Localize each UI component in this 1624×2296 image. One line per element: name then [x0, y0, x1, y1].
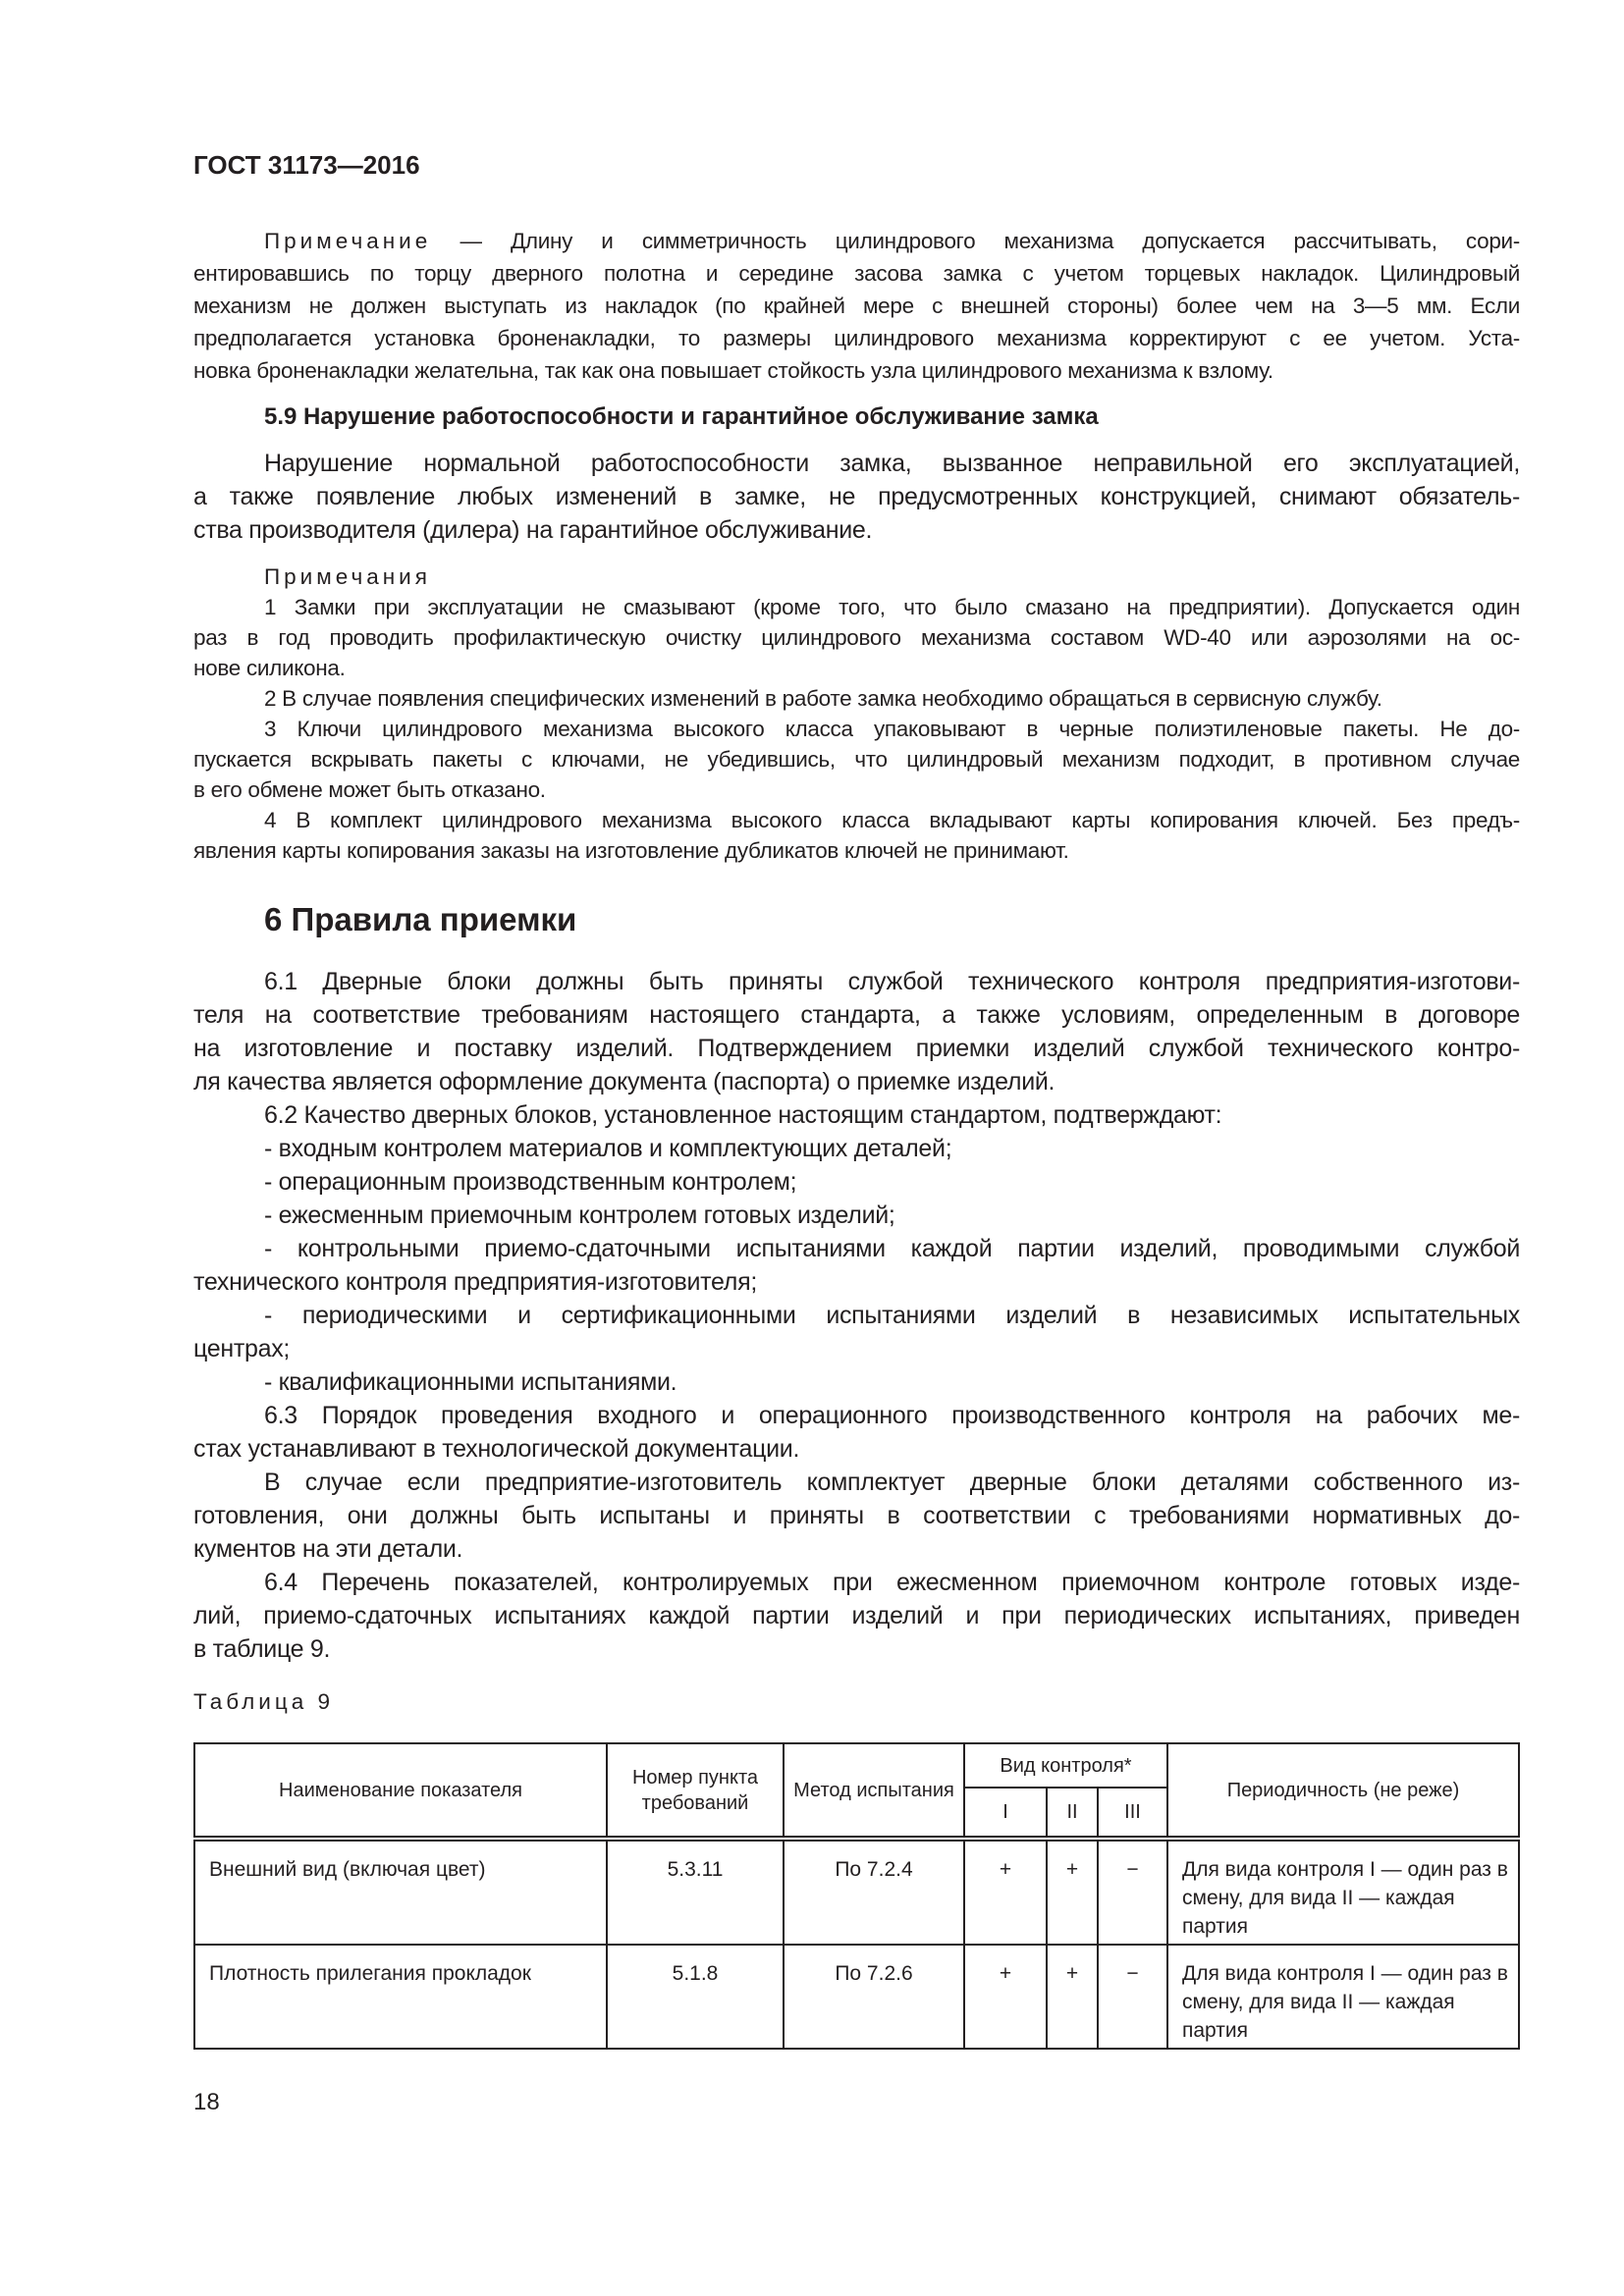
- paragraph-line: - периодическими и сертификационными испытаниями изделий в независимых испытательных: [264, 1302, 1520, 1329]
- header-requirement: Номер пункта требований: [607, 1743, 784, 1839]
- cell-method: По 7.2.6: [784, 1945, 964, 2049]
- paragraph-line: технического контроля предприятия-изготовителя;: [193, 1268, 757, 1296]
- paragraph-line: на изготовление и поставку изделий. Подтверждением приемки изделий службой технического контро-: [193, 1035, 1520, 1062]
- paragraph-line: Нарушение нормальной работоспособности замка, вызванное неправильной его эксплуатацией,: [264, 450, 1520, 477]
- note-item-line: 1 Замки при эксплуатации не смазывают (кроме того, что было смазано на предприятии). Допускается один: [264, 595, 1520, 619]
- note-line: механизм не должен выступать из накладок (по крайней мере с внешней стороны) более чем на 3—5 мм. Если: [193, 294, 1520, 318]
- table-9: [193, 1742, 1520, 2050]
- paragraph-line: центрах;: [193, 1335, 291, 1362]
- header-control-I: I: [964, 1788, 1047, 1839]
- section-5-9-heading: 5.9 Нарушение работоспособности и гарантийное обслуживание замка: [264, 403, 1099, 430]
- note-item-line: 3 Ключи цилиндрового механизма высокого класса упаковывают в черные полиэтиленовые пакеты. Не до-: [264, 717, 1520, 741]
- cell-control-I: +: [964, 1839, 1047, 1945]
- note-item-line: 4 В комплект цилиндрового механизма высокого класса вкладывают карты копирования ключей. Без предъ-: [264, 808, 1520, 832]
- header-name: Наименование показателя: [194, 1743, 607, 1839]
- section-6-heading: 6 Правила приемки: [264, 901, 577, 937]
- document-id-header: ГОСТ 31173—2016: [193, 150, 420, 180]
- note-line: ентировавшись по торцу дверного полотна и середине засова замка с учетом торцевых накладок. Цилиндровый: [193, 261, 1520, 286]
- cell-periodicity: Для вида контроля I — один раз в смену, для вида II — каждая партия: [1167, 1839, 1519, 1945]
- note-item-line: нове силикона.: [193, 656, 346, 680]
- table-label: Таблица 9: [193, 1689, 334, 1714]
- table-row: [194, 1945, 1519, 2049]
- section-6-body: [193, 965, 1520, 1666]
- cell-name: Внешний вид (включая цвет): [194, 1839, 607, 1945]
- header-control-III: III: [1098, 1788, 1167, 1839]
- cell-control-III: −: [1098, 1945, 1167, 2049]
- notes-list: [193, 592, 1520, 866]
- paragraph-line: лий, приемо-сдаточных испытаниях каждой партии изделий и при периодических испытаниях, приведен: [193, 1602, 1520, 1629]
- cell-control-III: −: [1098, 1839, 1167, 1945]
- paragraph-line: - входным контролем материалов и комплектующих деталей;: [264, 1135, 952, 1162]
- paragraph-line: - квалификационными испытаниями.: [264, 1368, 677, 1396]
- notes-label: Примечания: [264, 564, 431, 589]
- cell-control-I: +: [964, 1945, 1047, 2049]
- note-item-line: 2 В случае появления специфических изменений в работе замка необходимо обращаться в сервисную службу.: [264, 686, 1382, 711]
- note-item-line: пускается вскрывать пакеты с ключами, не убедившись, что цилиндровый механизм подходит, в противном случае: [193, 747, 1520, 772]
- cell-control-II: +: [1047, 1839, 1098, 1945]
- cell-method: По 7.2.4: [784, 1839, 964, 1945]
- paragraph-line: в таблице 9.: [193, 1635, 331, 1663]
- note-item-line: явления карты копирования заказы на изготовление дубликатов ключей не принимают.: [193, 838, 1069, 863]
- note-line: новка броненакладки желательна, так как она повышает стойкость узла цилиндрового механизма к взлому.: [193, 358, 1273, 383]
- header-control-II: II: [1047, 1788, 1098, 1839]
- note-item-line: раз в год проводить профилактическую очистку цилиндрового механизма составом WD-40 или аэрозолями на ос-: [193, 625, 1520, 650]
- note-label: Примечание: [264, 229, 432, 253]
- header-control-type: Вид контроля*: [964, 1743, 1167, 1788]
- paragraph-line: кументов на эти детали.: [193, 1535, 463, 1563]
- paragraph-line: - ежесменным приемочным контролем готовых изделий;: [264, 1201, 895, 1229]
- table-row: [194, 1839, 1519, 1945]
- cell-requirement: 5.3.11: [607, 1839, 784, 1945]
- cell-requirement: 5.1.8: [607, 1945, 784, 2049]
- paragraph-line: 6.2 Качество дверных блоков, установленное настоящим стандартом, подтверждают:: [264, 1101, 1222, 1129]
- note-line: [193, 225, 1520, 257]
- section-5-9-paragraph: [193, 447, 1520, 547]
- paragraph-line: - контрольными приемо-сдаточными испытаниями каждой партии изделий, проводимыми службой: [264, 1235, 1520, 1262]
- note-text: — Длину и симметричность цилиндрового механизма допускается рассчитывать, сори-: [431, 229, 1520, 253]
- cell-periodicity: Для вида контроля I — один раз в смену, для вида II — каждая партия: [1167, 1945, 1519, 2049]
- note-line: предполагается установка броненакладки, то размеры цилиндрового механизма корректируют с ее учетом. Уста-: [193, 326, 1520, 350]
- paragraph-line: В случае если предприятие-изготовитель комплектует дверные блоки деталями собственного из-: [264, 1468, 1520, 1496]
- header-method: Метод испытания: [784, 1743, 964, 1839]
- paragraph-line: готовления, они должны быть испытаны и приняты в соответствии с требованиями нормативных до-: [193, 1502, 1520, 1529]
- paragraph-line: - операционным производственным контролем;: [264, 1168, 797, 1196]
- paragraph-line: 6.1 Дверные блоки должны быть приняты службой технического контроля предприятия-изготови-: [264, 968, 1520, 995]
- cell-control-II: +: [1047, 1945, 1098, 2049]
- page-number: 18: [193, 2089, 220, 2115]
- cell-name: Плотность прилегания прокладок: [194, 1945, 607, 2049]
- header-periodicity: Периодичность (не реже): [1167, 1743, 1519, 1839]
- paragraph-line: а также появление любых изменений в замке, не предусмотренных конструкцией, снимают обязатель-: [193, 483, 1520, 510]
- paragraph-line: ства производителя (дилера) на гарантийное обслуживание.: [193, 516, 873, 544]
- paragraph-line: 6.3 Порядок проведения входного и операционного производственного контроля на рабочих ме-: [264, 1402, 1520, 1429]
- paragraph-line: 6.4 Перечень показателей, контролируемых при ежесменном приемочном контроле готовых изде-: [264, 1569, 1520, 1596]
- note-intro: [193, 225, 1520, 387]
- paragraph-line: стах устанавливают в технологической документации.: [193, 1435, 800, 1463]
- paragraph-line: теля на соответствие требованиям настоящего стандарта, а также условиям, определенным в договоре: [193, 1001, 1520, 1029]
- paragraph-line: ля качества является оформление документа (паспорта) о приемке изделий.: [193, 1068, 1056, 1095]
- note-item-line: в его обмене может быть отказано.: [193, 777, 546, 802]
